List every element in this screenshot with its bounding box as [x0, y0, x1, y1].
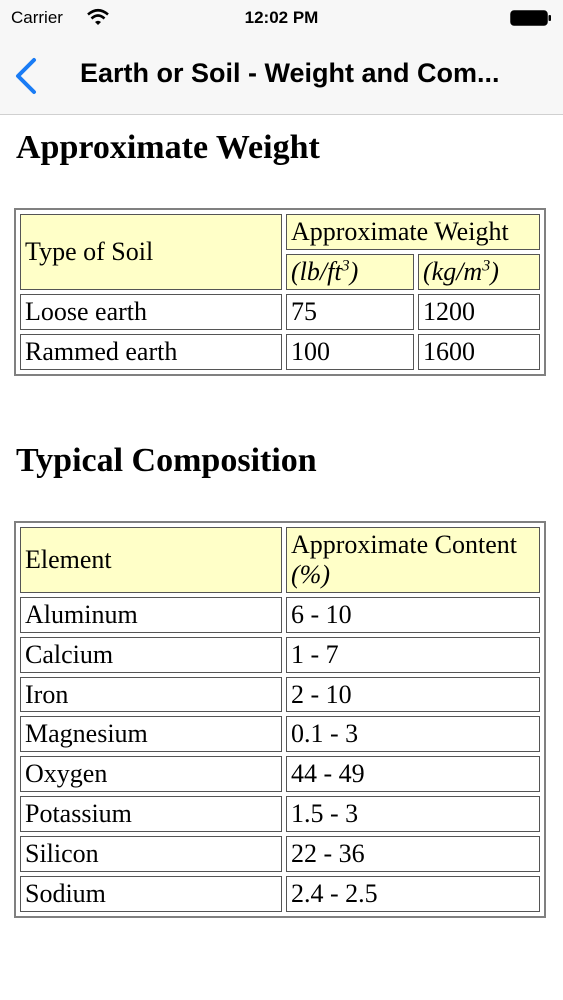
element-cell: Oxygen [20, 756, 282, 792]
soil-type-cell: Rammed earth [20, 334, 282, 370]
battery-icon [510, 10, 552, 26]
content-cell: 44 - 49 [286, 756, 540, 792]
table-row [20, 876, 540, 912]
content-cell: 22 - 36 [286, 836, 540, 872]
table-row [20, 677, 540, 713]
unit-lb-ft3: $(lb/ft^3)$ [286, 254, 414, 290]
content-cell: 2.4 - 2.5 [286, 876, 540, 912]
table-row [20, 756, 540, 792]
table-row [20, 716, 540, 752]
content-cell: 2 - 10 [286, 677, 540, 713]
weight-lb-cell: 75 [286, 294, 414, 330]
element-cell: Sodium [20, 876, 282, 912]
table-row [20, 637, 540, 673]
carrier-label: Carrier [11, 8, 63, 27]
content-cell: 0.1 - 3 [286, 716, 540, 752]
clock: 12:02 PM [244, 8, 319, 27]
element-cell: Silicon [20, 836, 282, 872]
element-cell: Potassium [20, 796, 282, 832]
back-chevron-icon[interactable] [12, 56, 42, 96]
table-row [20, 597, 540, 633]
weight-kg-cell: 1200 [418, 294, 540, 330]
element-cell: Magnesium [20, 716, 282, 752]
composition-heading: Typical Composition [16, 442, 317, 479]
nav-title: Earth or Soil - Weight and Com... [80, 58, 500, 88]
composition-col-content-header: Approximate Content (%) [286, 527, 540, 593]
composition-col-element-header: Element [20, 527, 282, 593]
table-row [20, 294, 540, 330]
content-cell: 1 - 7 [286, 637, 540, 673]
content-cell: 6 - 10 [286, 597, 540, 633]
unit-kg-m3: $(kg/m^3)$ [418, 254, 540, 290]
weight-lb-cell: 100 [286, 334, 414, 370]
weight-heading: Approximate Weight [16, 129, 320, 166]
table-row [20, 836, 540, 872]
element-cell: Calcium [20, 637, 282, 673]
table-row [20, 796, 540, 832]
weight-col-type-header: Type of Soil [20, 214, 282, 290]
content-cell: 1.5 - 3 [286, 796, 540, 832]
weight-table [14, 208, 546, 376]
element-cell: Aluminum [20, 597, 282, 633]
element-cell: Iron [20, 677, 282, 713]
weight-col-weight-header: Approximate Weight [286, 214, 540, 250]
navigation-bar [0, 40, 563, 115]
composition-table [14, 521, 546, 918]
table-row [20, 334, 540, 370]
soil-type-cell: Loose earth [20, 294, 282, 330]
weight-kg-cell: 1600 [418, 334, 540, 370]
status-bar [0, 0, 563, 40]
